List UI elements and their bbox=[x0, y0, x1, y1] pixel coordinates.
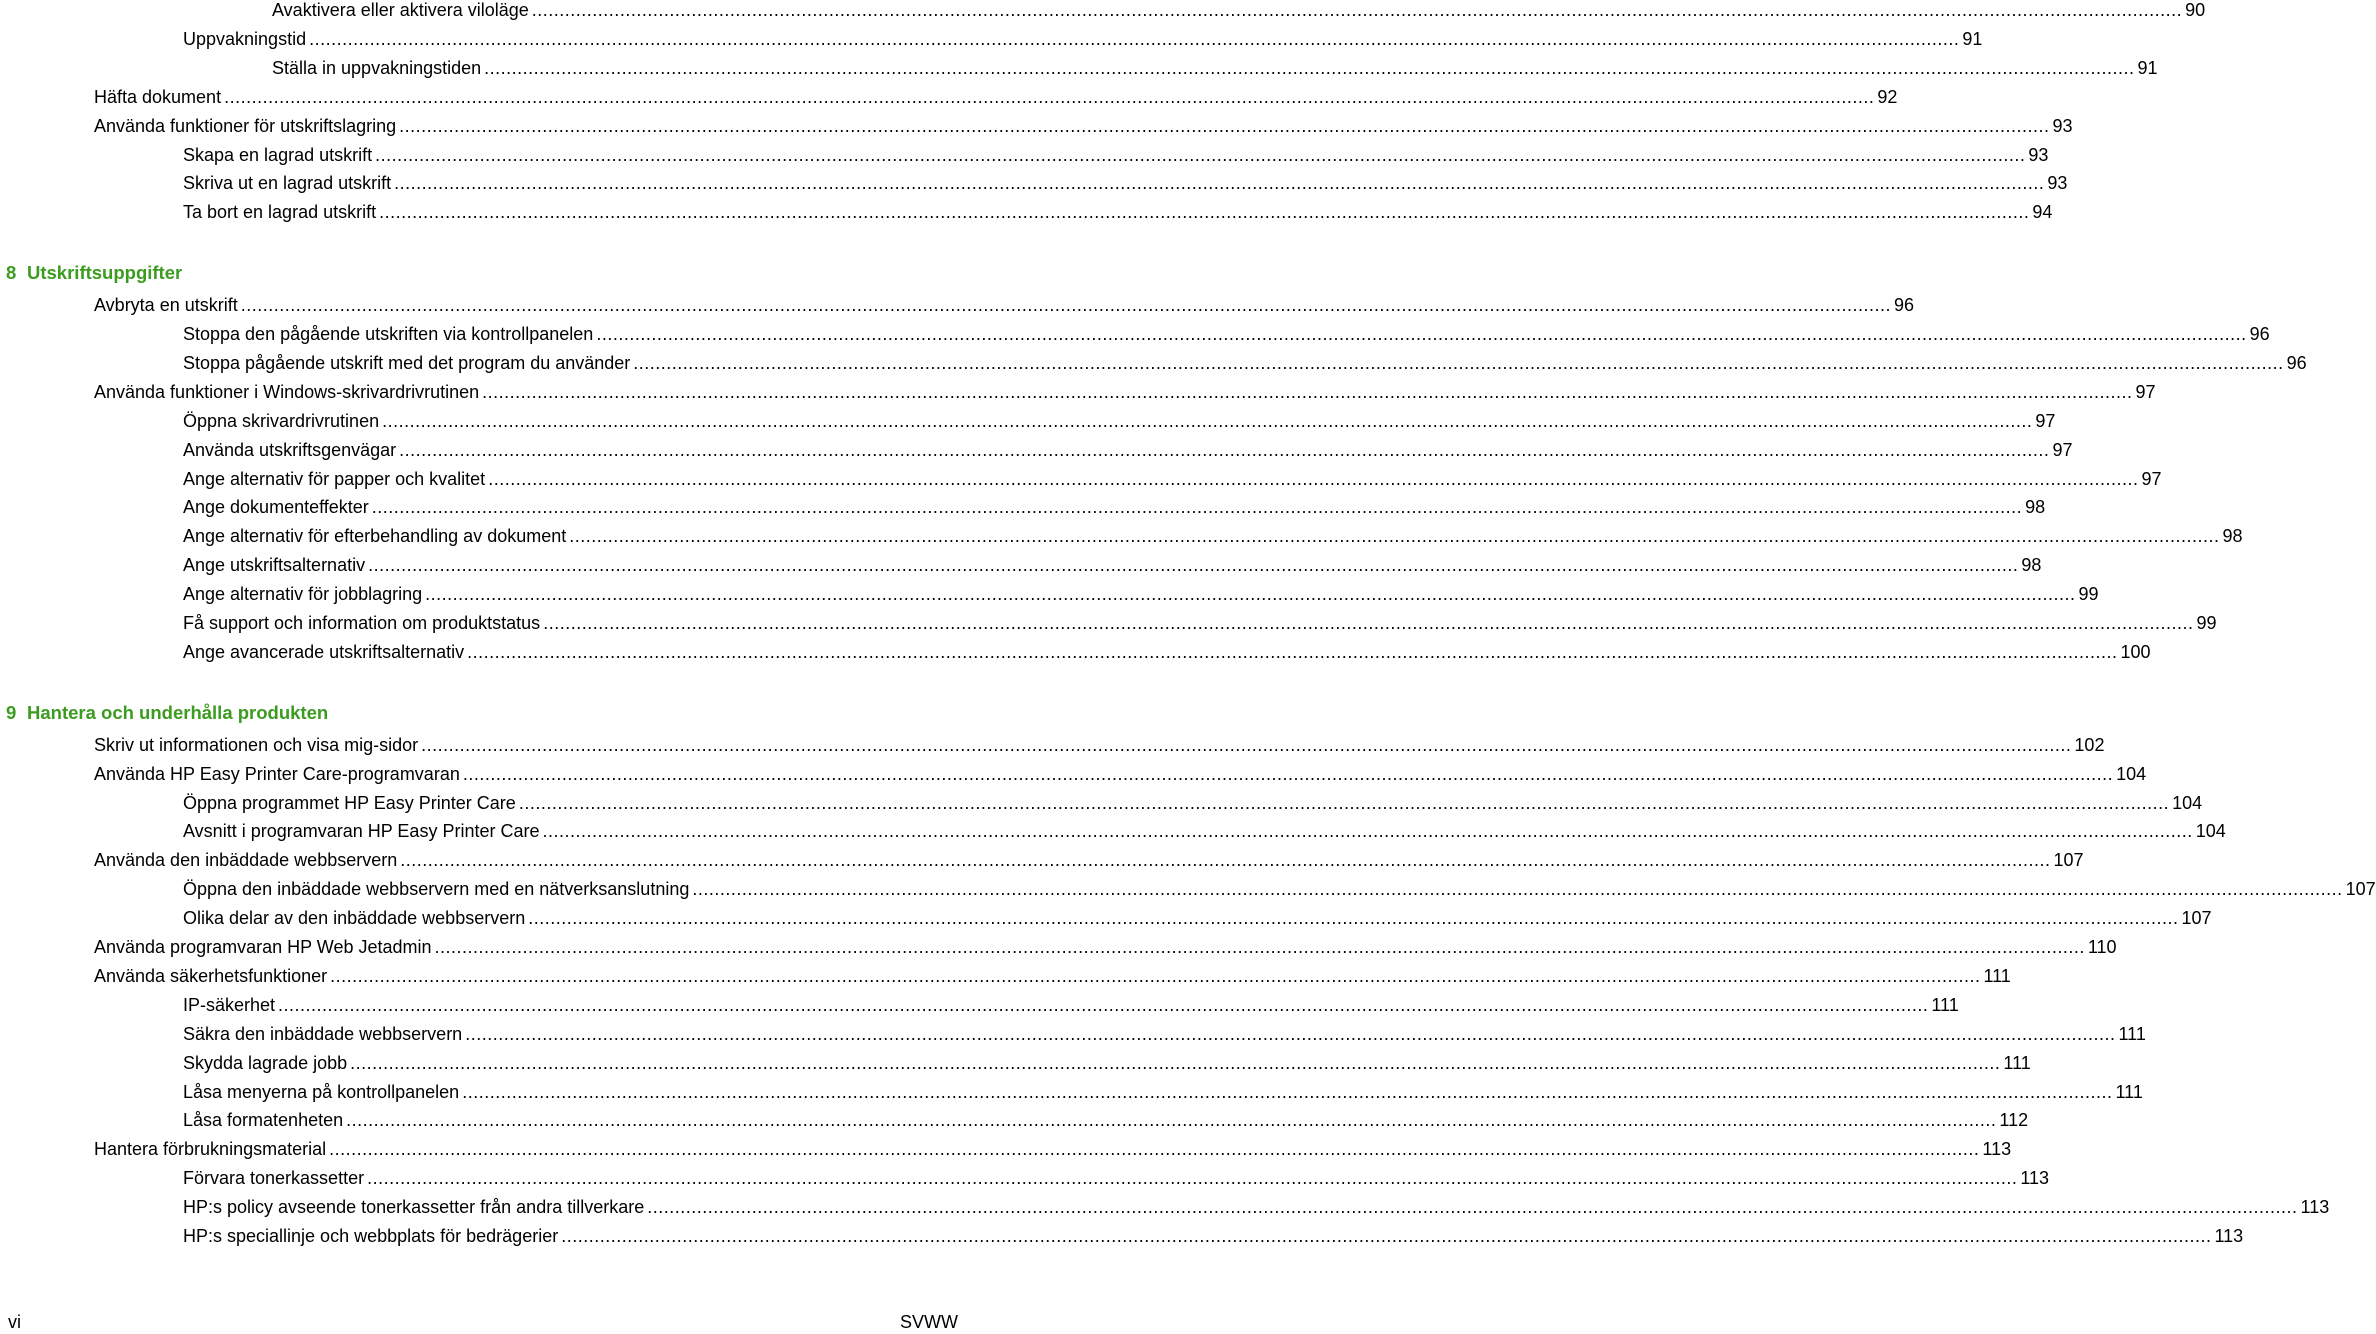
toc-entry-page: 93 bbox=[2047, 173, 2068, 194]
toc-entry-title: Skydda lagrade jobb bbox=[183, 1052, 348, 1073]
dot-leader: ............................................................................................................................................................................................................................................................................................................ bbox=[484, 57, 2135, 78]
toc-entry-title: Använda programvaran HP Web Jetadmin bbox=[94, 937, 432, 957]
toc-entry-page: 112 bbox=[1999, 1110, 2029, 1131]
toc-entry-page: 107 bbox=[2345, 879, 2376, 900]
toc-entry[interactable] bbox=[94, 294, 1915, 316]
toc-entry[interactable] bbox=[183, 525, 2243, 547]
dot-leader: ............................................................................................................................................................................................................................................................................................................ bbox=[596, 324, 2247, 344]
toc-entry-page: 94 bbox=[2032, 202, 2053, 223]
toc-entry[interactable] bbox=[94, 381, 2156, 403]
dot-leader: ............................................................................................................................................................................................................................................................................................................ bbox=[368, 555, 2019, 576]
dot-leader: ............................................................................................................................................................................................................................................................................................................ bbox=[329, 1139, 1980, 1160]
chapter-heading[interactable] bbox=[6, 261, 182, 285]
toc-entry-title: Ange alternativ för jobblagring bbox=[183, 584, 423, 605]
toc-entry-page: 113 bbox=[2214, 1226, 2244, 1246]
toc-entry-title: Få support och information om produktstatus bbox=[183, 613, 541, 633]
toc-entry-title: Använda HP Easy Printer Care-programvaran bbox=[94, 763, 460, 784]
toc-entry[interactable] bbox=[183, 1225, 2244, 1247]
toc-entry-page: 98 bbox=[2021, 555, 2042, 576]
toc-entry-page: 90 bbox=[2185, 0, 2206, 20]
toc-entry-title: HP:s policy avseende tonerkassetter från andra tillverkare bbox=[183, 1197, 645, 1218]
toc-entry-page: 98 bbox=[2025, 497, 2046, 518]
toc-entry-page: 102 bbox=[2074, 734, 2105, 755]
dot-leader: ............................................................................................................................................................................................................................................................................................................ bbox=[278, 994, 1929, 1015]
toc-entry-title: Uppvakningstid bbox=[183, 28, 307, 49]
toc-entry-page: 104 bbox=[2116, 763, 2147, 784]
toc-entry-page: 111 bbox=[1931, 994, 1959, 1015]
toc-entry-title: Öppna den inbäddade webbservern med en nätverksanslutning bbox=[183, 879, 690, 900]
toc-entry-title: Låsa menyerna på kontrollpanelen bbox=[183, 1081, 460, 1102]
toc-entry-title: Ange avancerade utskriftsalternativ bbox=[183, 641, 465, 662]
toc-entry[interactable] bbox=[183, 468, 2162, 490]
toc-entry[interactable] bbox=[94, 734, 2105, 756]
toc-entry[interactable] bbox=[183, 1109, 2029, 1131]
toc-entry[interactable] bbox=[183, 28, 1983, 50]
dot-leader: ............................................................................................................................................................................................................................................................................................................ bbox=[399, 439, 2050, 460]
chapter-title: Utskriftsuppgifter bbox=[27, 262, 183, 284]
toc-entry[interactable] bbox=[94, 86, 1898, 108]
dot-leader: ............................................................................................................................................................................................................................................................................................................ bbox=[346, 1110, 1997, 1131]
toc-entry[interactable] bbox=[183, 641, 2151, 663]
toc-entry-page: 97 bbox=[2141, 468, 2162, 489]
toc-entry-title: Stoppa pågående utskrift med det program du använder bbox=[183, 352, 631, 373]
toc-entry-title: Ställa in uppvakningstiden bbox=[272, 57, 482, 78]
toc-entry[interactable] bbox=[183, 352, 2307, 374]
dot-leader: ............................................................................................................................................................................................................................................................................................................ bbox=[375, 144, 2026, 165]
dot-leader: ............................................................................................................................................................................................................................................................................................................ bbox=[382, 410, 2033, 431]
toc-entry[interactable] bbox=[183, 583, 2099, 605]
dot-leader: ............................................................................................................................................................................................................................................................................................................ bbox=[400, 850, 2051, 871]
toc-entry-title: Avbryta en utskrift bbox=[94, 295, 238, 316]
dot-leader: ............................................................................................................................................................................................................................................................................................................ bbox=[367, 1168, 2018, 1189]
toc-entry-title: Använda funktioner för utskriftslagring bbox=[94, 115, 397, 136]
toc-entry-title: Ange dokumenteffekter bbox=[183, 497, 369, 518]
dot-leader: ............................................................................................................................................................................................................................................................................................................ bbox=[240, 295, 1892, 316]
toc-entry-title: Ta bort en lagrad utskrift bbox=[183, 202, 377, 223]
toc-entry-page: 111 bbox=[2118, 1023, 2146, 1044]
toc-entry-page: 111 bbox=[1983, 965, 2011, 986]
dot-leader: ............................................................................................................................................................................................................................................................................................................ bbox=[528, 908, 2179, 929]
dot-leader: ............................................................................................................................................................................................................................................................................................................ bbox=[467, 641, 2118, 662]
toc-entry-title: HP:s speciallinje och webbplats för bedrägerier bbox=[183, 1226, 559, 1246]
toc-entry-page: 91 bbox=[2137, 57, 2158, 78]
toc-entry-page: 96 bbox=[2249, 324, 2270, 344]
toc-entry[interactable] bbox=[94, 936, 2117, 958]
chapter-heading[interactable] bbox=[6, 701, 328, 725]
toc-entry[interactable] bbox=[94, 115, 2073, 137]
toc-entry-title: Hantera förbrukningsmaterial bbox=[94, 1139, 327, 1160]
dot-leader: ............................................................................................................................................................................................................................................................................................................ bbox=[465, 1023, 2116, 1044]
dot-leader: ............................................................................................................................................................................................................................................................................................................ bbox=[399, 115, 2050, 136]
toc-entry-title: Ange alternativ för efterbehandling av dokument bbox=[183, 526, 567, 547]
toc-entry-page: 98 bbox=[2222, 526, 2243, 547]
toc-entry-page: 111 bbox=[2115, 1081, 2143, 1102]
toc-entry[interactable] bbox=[183, 410, 2056, 432]
toc-entry[interactable] bbox=[94, 1138, 2012, 1160]
toc-entry[interactable] bbox=[183, 878, 2376, 900]
dot-leader: ............................................................................................................................................................................................................................................................................................................ bbox=[518, 792, 2170, 813]
toc-entry[interactable] bbox=[183, 201, 2053, 223]
toc-entry-page: 99 bbox=[2196, 613, 2217, 633]
toc-entry-page: 96 bbox=[1894, 295, 1915, 316]
toc-entry-page: 97 bbox=[2052, 439, 2073, 460]
toc-entry[interactable] bbox=[183, 994, 1959, 1016]
toc-entry-title: Avsnitt i programvaran HP Easy Printer Care bbox=[183, 821, 540, 842]
toc-entry-page: 99 bbox=[2078, 584, 2099, 605]
chapter-number: 9 bbox=[6, 701, 17, 723]
toc-entry-title: IP-säkerhet bbox=[183, 994, 276, 1015]
dot-leader: ............................................................................................................................................................................................................................................................................................................ bbox=[309, 28, 1960, 49]
toc-entry-page: 104 bbox=[2172, 792, 2203, 813]
toc-entry[interactable] bbox=[183, 1052, 2031, 1074]
toc-entry[interactable] bbox=[94, 965, 2011, 987]
toc-entry-page: 93 bbox=[2052, 115, 2073, 136]
toc-entry-page: 93 bbox=[2028, 144, 2049, 165]
toc-entry-title: Skriv ut informationen och visa mig-sidor bbox=[94, 734, 419, 755]
toc-entry-page: 97 bbox=[2035, 410, 2056, 431]
toc-entry[interactable] bbox=[183, 172, 2068, 194]
toc-entry-title: Låsa formatenheten bbox=[183, 1110, 344, 1131]
toc-entry[interactable] bbox=[183, 496, 2046, 518]
dot-leader: ............................................................................................................................................................................................................................................................................................................ bbox=[425, 584, 2076, 605]
toc-entry-title: Häfta dokument bbox=[94, 86, 222, 107]
toc-entry-title: Förvara tonerkassetter bbox=[183, 1168, 365, 1189]
dot-leader: ............................................................................................................................................................................................................................................................................................................ bbox=[462, 763, 2114, 784]
toc-entry-page: 92 bbox=[1877, 86, 1898, 107]
dot-leader: ............................................................................................................................................................................................................................................................................................................ bbox=[330, 965, 1981, 986]
toc-entry-title: Öppna programmet HP Easy Printer Care bbox=[183, 792, 516, 813]
dot-leader: ............................................................................................................................................................................................................................................................................................................ bbox=[434, 937, 2085, 957]
toc-entry[interactable] bbox=[272, 0, 2206, 21]
dot-leader: ............................................................................................................................................................................................................................................................................................................ bbox=[394, 173, 2045, 194]
dot-leader: ............................................................................................................................................................................................................................................................................................................ bbox=[633, 352, 2284, 373]
dot-leader: ............................................................................................................................................................................................................................................................................................................ bbox=[561, 1226, 2212, 1246]
toc-entry[interactable] bbox=[183, 1167, 2050, 1189]
toc-entry[interactable] bbox=[183, 1023, 2146, 1045]
toc-entry-title: Öppna skrivardrivrutinen bbox=[183, 410, 380, 431]
toc-entry-page: 104 bbox=[2195, 821, 2226, 842]
toc-entry-title: Avaktivera eller aktivera viloläge bbox=[272, 0, 529, 20]
dot-leader: ............................................................................................................................................................................................................................................................................................................ bbox=[421, 734, 2072, 755]
dot-leader: ............................................................................................................................................................................................................................................................................................................ bbox=[371, 497, 2023, 518]
toc-entry[interactable] bbox=[94, 849, 2084, 871]
dot-leader: ............................................................................................................................................................................................................................................................................................................ bbox=[482, 381, 2133, 402]
toc-entry-page: 96 bbox=[2286, 352, 2307, 373]
dot-leader: ............................................................................................................................................................................................................................................................................................................ bbox=[224, 86, 1875, 107]
toc-entry-page: 107 bbox=[2181, 908, 2212, 929]
toc-entry-title: Olika delar av den inbäddade webbservern bbox=[183, 908, 526, 929]
dot-leader: ............................................................................................................................................................................................................................................................................................................ bbox=[350, 1052, 2001, 1073]
toc-entry-page: 113 bbox=[1982, 1139, 2012, 1160]
toc-entry[interactable] bbox=[183, 323, 2270, 345]
dot-leader: ............................................................................................................................................................................................................................................................................................................ bbox=[462, 1081, 2113, 1102]
chapter-title: Hantera och underhålla produkten bbox=[27, 701, 329, 723]
dot-leader: ............................................................................................................................................................................................................................................................................................................ bbox=[647, 1197, 2298, 1218]
toc-entry[interactable] bbox=[94, 763, 2147, 785]
toc-entry[interactable] bbox=[183, 144, 2049, 166]
page-number: vi bbox=[8, 1312, 21, 1332]
dot-leader: ............................................................................................................................................................................................................................................................................................................ bbox=[692, 879, 2343, 900]
toc-entry-page: 113 bbox=[2020, 1168, 2050, 1189]
toc-entry-title: Använda utskriftsgenvägar bbox=[183, 439, 397, 460]
toc-entry-title: Använda den inbäddade webbservern bbox=[94, 850, 398, 871]
toc-entry-page: 100 bbox=[2120, 641, 2151, 662]
dot-leader: ............................................................................................................................................................................................................................................................................................................ bbox=[488, 468, 2139, 489]
toc-entry-page: 113 bbox=[2300, 1197, 2330, 1218]
toc-entry[interactable] bbox=[183, 1081, 2143, 1103]
toc-entry[interactable] bbox=[183, 792, 2203, 814]
toc-entry[interactable] bbox=[183, 554, 2042, 576]
toc-entry[interactable] bbox=[183, 820, 2226, 842]
toc-entry-title: Skapa en lagrad utskrift bbox=[183, 144, 373, 165]
chapter-number: 8 bbox=[6, 262, 17, 284]
document-code: SVWW bbox=[900, 1312, 958, 1332]
toc-entry-page: 91 bbox=[1962, 28, 1983, 49]
toc-entry-page: 110 bbox=[2087, 937, 2117, 957]
dot-leader: ............................................................................................................................................................................................................................................................................................................ bbox=[379, 202, 2030, 223]
toc-entry[interactable] bbox=[183, 612, 2217, 634]
toc-entry[interactable] bbox=[272, 57, 2158, 79]
toc-entry-title: Skriva ut en lagrad utskrift bbox=[183, 173, 392, 194]
dot-leader: ............................................................................................................................................................................................................................................................................................................ bbox=[531, 0, 2183, 20]
toc-entry-title: Ange utskriftsalternativ bbox=[183, 555, 366, 576]
toc-entry-page: 97 bbox=[2135, 381, 2156, 402]
toc-entry-title: Använda säkerhetsfunktioner bbox=[94, 965, 328, 986]
toc-entry[interactable] bbox=[183, 907, 2212, 929]
toc-entry[interactable] bbox=[183, 1196, 2330, 1218]
toc-entry-page: 107 bbox=[2053, 850, 2084, 871]
toc-entry[interactable] bbox=[183, 439, 2073, 461]
toc-entry-page: 111 bbox=[2003, 1052, 2031, 1073]
dot-leader: ............................................................................................................................................................................................................................................................................................................ bbox=[542, 821, 2193, 842]
toc-entry-title: Ange alternativ för papper och kvalitet bbox=[183, 468, 486, 489]
dot-leader: ............................................................................................................................................................................................................................................................................................................ bbox=[543, 613, 2194, 633]
dot-leader: ............................................................................................................................................................................................................................................................................................................ bbox=[569, 526, 2220, 547]
toc-entry-title: Säkra den inbäddade webbservern bbox=[183, 1023, 463, 1044]
toc-entry-title: Använda funktioner i Windows-skrivardrivrutinen bbox=[94, 381, 480, 402]
toc-entry-title: Stoppa den pågående utskriften via kontrollpanelen bbox=[183, 324, 594, 344]
